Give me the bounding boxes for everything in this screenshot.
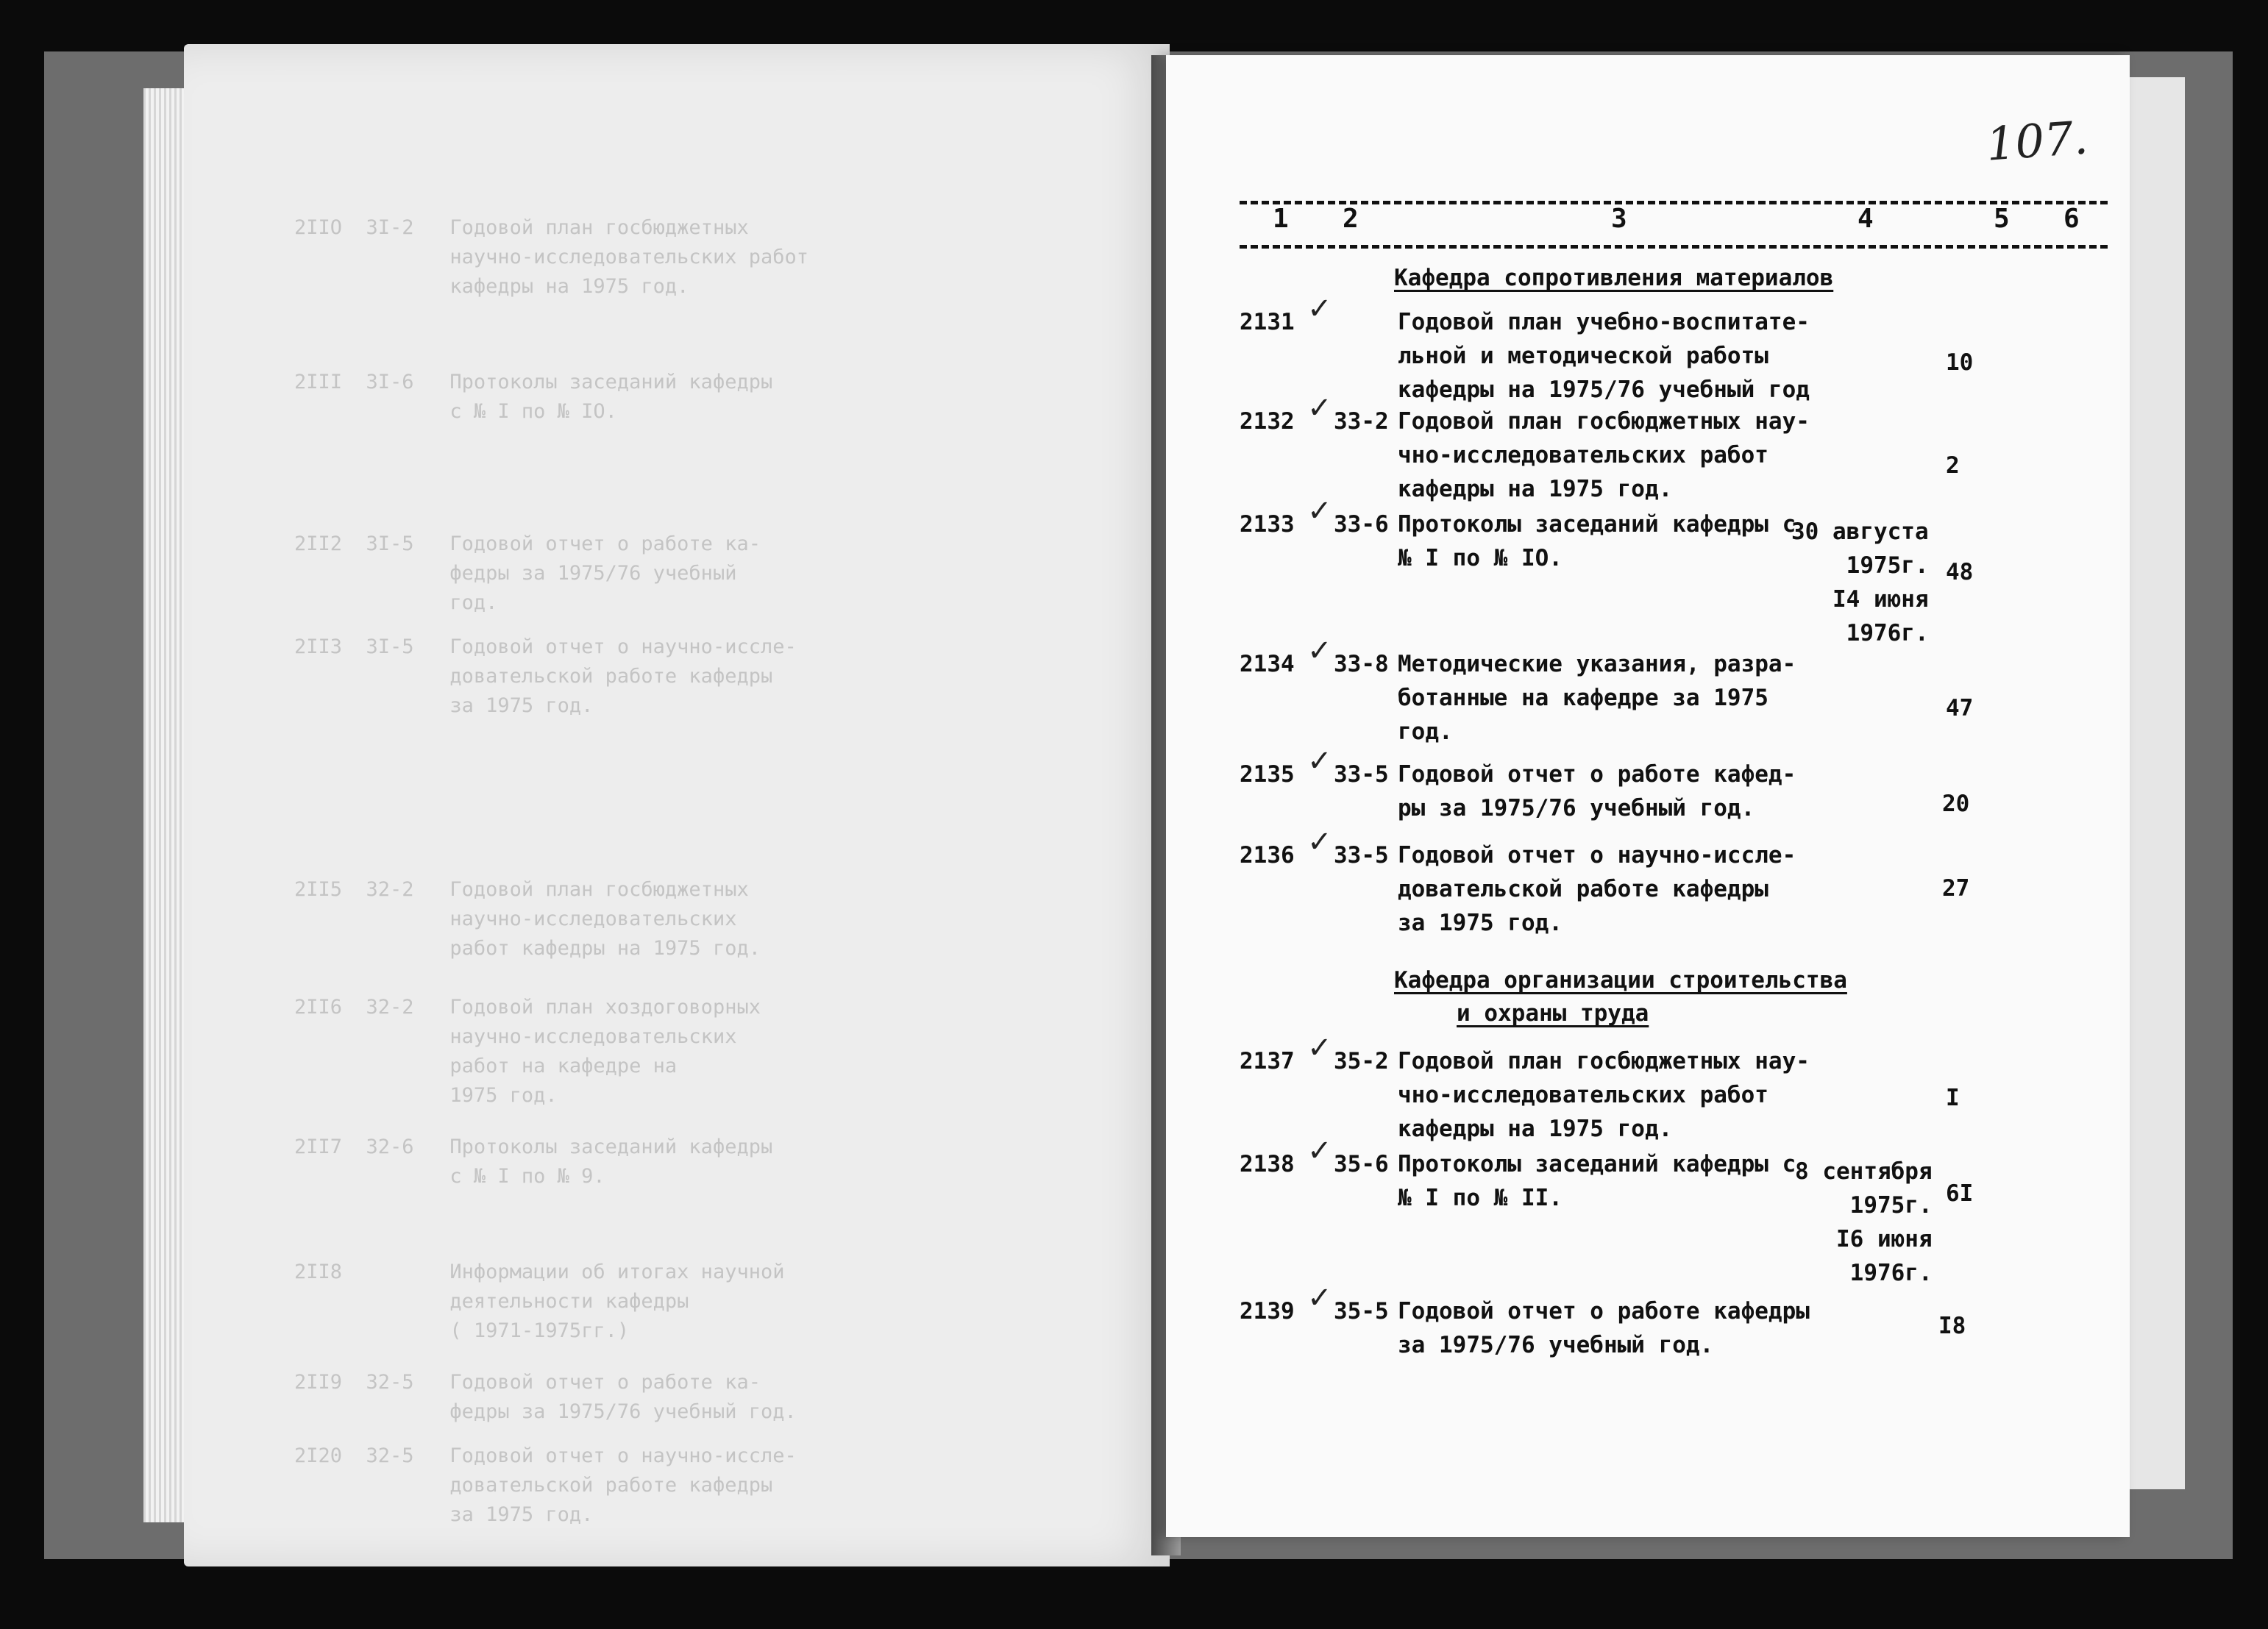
checkmark-icon: ✓ <box>1307 494 1332 528</box>
bleed-through-text: 2III 3I-6 Протоколы заседаний кафедры с № I по № IO. <box>294 371 773 423</box>
section-title: Кафедра организации строительства <box>1394 967 1847 994</box>
checkmark-icon: ✓ <box>1307 744 1332 778</box>
entry-number: 2136 <box>1240 842 1295 869</box>
entry-pages: 47 <box>1946 695 1974 721</box>
header-rule-top <box>1240 201 2108 204</box>
entry-code: 35-5 <box>1334 1298 1389 1325</box>
column-number: 6 <box>2063 204 2080 234</box>
bleed-through-text: 2II3 3I-5 Годовой отчет о научно-иссле- довательской работе кафедры за 1975 год. <box>294 635 797 717</box>
entry-description: Годовой отчет о научно-иссле- довательской работе кафедры за 1975 год. <box>1398 842 1796 936</box>
entry-description: Протоколы заседаний кафедры с № I по № IO. <box>1398 511 1796 571</box>
entry-dates: 30 августа 1975г. I4 июня 1976г. <box>1791 518 1929 646</box>
entry-pages: 27 <box>1942 875 1970 902</box>
entry-code: 33-5 <box>1334 761 1389 788</box>
section-title: и охраны труда <box>1457 1000 1649 1027</box>
checkmark-icon: ✓ <box>1307 1031 1332 1065</box>
column-number: 2 <box>1343 204 1359 234</box>
bleed-through-text: 2II9 32-5 Годовой отчет о работе ка- федры за 1975/76 учебный год. <box>294 1371 797 1423</box>
entry-code: 33-6 <box>1334 511 1389 538</box>
entry-description: Годовой отчет о работе кафедры за 1975/76 учебный год. <box>1398 1298 1810 1358</box>
entry-dates: 8 сентября 1975г. I6 июня 1976г. <box>1795 1158 1933 1286</box>
bleed-through-text: 2II7 32-6 Протоколы заседаний кафедры с № I по № 9. <box>294 1136 773 1188</box>
entry-pages: 20 <box>1942 791 1970 817</box>
entry-number: 2137 <box>1240 1048 1295 1074</box>
column-number: 1 <box>1273 204 1289 234</box>
checkmark-icon: ✓ <box>1307 634 1332 668</box>
entry-description: Методические указания, разра- ботанные на кафедре за 1975 год. <box>1398 651 1796 745</box>
checkmark-icon: ✓ <box>1307 391 1332 425</box>
header-rule-bottom <box>1240 245 2108 249</box>
left-page <box>184 44 1170 1566</box>
column-number: 3 <box>1611 204 1627 234</box>
entry-number: 2132 <box>1240 408 1295 435</box>
column-number: 5 <box>1994 204 2010 234</box>
entry-number: 2135 <box>1240 761 1295 788</box>
entry-number: 2138 <box>1240 1151 1295 1177</box>
entry-number: 2131 <box>1240 309 1295 335</box>
checkmark-icon: ✓ <box>1307 825 1332 859</box>
bleed-through-text: 2II2 3I-5 Годовой отчет о работе ка- федры за 1975/76 учебный год. <box>294 532 761 614</box>
entry-number: 2139 <box>1240 1298 1295 1325</box>
page-number: 107. <box>1984 110 2090 171</box>
entry-description: Годовой план госбюджетных нау- чно-исследовательских работ кафедры на 1975 год. <box>1398 408 1810 502</box>
entry-code: 35-2 <box>1334 1048 1389 1074</box>
bleed-through-text: 2II8 Информации об итогах научной деятельности кафедры ( 1971-1975гг.) <box>294 1261 785 1342</box>
bleed-through-text: 2IIO 3I-2 Годовой план госбюджетных научно-исследовательских работ кафедры на 1975 год. <box>294 216 808 298</box>
checkmark-icon: ✓ <box>1307 1281 1332 1315</box>
column-number: 4 <box>1858 204 1874 234</box>
entry-code: 35-6 <box>1334 1151 1389 1177</box>
bleed-through-text: 2II6 32-2 Годовой план хоздоговорных научно-исследовательских работ на кафедре на 1975 год. <box>294 996 761 1107</box>
entry-description: Годовой план учебно-воспитате- льной и методической работы кафедры на 1975/76 учебный год <box>1398 309 1810 403</box>
entry-pages: 10 <box>1946 349 1974 376</box>
entry-description: Годовой отчет о работе кафед- ры за 1975/76 учебный год. <box>1398 761 1796 821</box>
section-title: Кафедра сопротивления материалов <box>1394 265 1834 291</box>
entry-description: Годовой план госбюджетных нау- чно-исследовательских работ кафедры на 1975 год. <box>1398 1048 1810 1142</box>
entry-pages: I <box>1946 1085 1960 1111</box>
entry-pages: 6I <box>1946 1180 1974 1207</box>
column-header <box>1240 188 2108 254</box>
bleed-through-text: 2I20 32-5 Годовой отчет о научно-иссле- довательской работе кафедры за 1975 год. <box>294 1444 797 1526</box>
bleed-through-text: 2II5 32-2 Годовой план госбюджетных научно-исследовательских работ кафедры на 1975 год. <box>294 878 761 960</box>
checkmark-icon: ✓ <box>1307 1134 1332 1168</box>
entry-pages: I8 <box>1938 1313 1966 1339</box>
entry-number: 2134 <box>1240 651 1295 677</box>
right-page <box>1166 55 2130 1537</box>
entry-pages: 2 <box>1946 452 1960 479</box>
entry-code: 33-5 <box>1334 842 1389 869</box>
entry-number: 2133 <box>1240 511 1295 538</box>
checkmark-icon: ✓ <box>1307 292 1332 326</box>
entry-pages: 48 <box>1946 559 1974 585</box>
entry-code: 33-8 <box>1334 651 1389 677</box>
entry-code: 33-2 <box>1334 408 1389 435</box>
entry-description: Протоколы заседаний кафедры с № I по № II. <box>1398 1151 1796 1211</box>
